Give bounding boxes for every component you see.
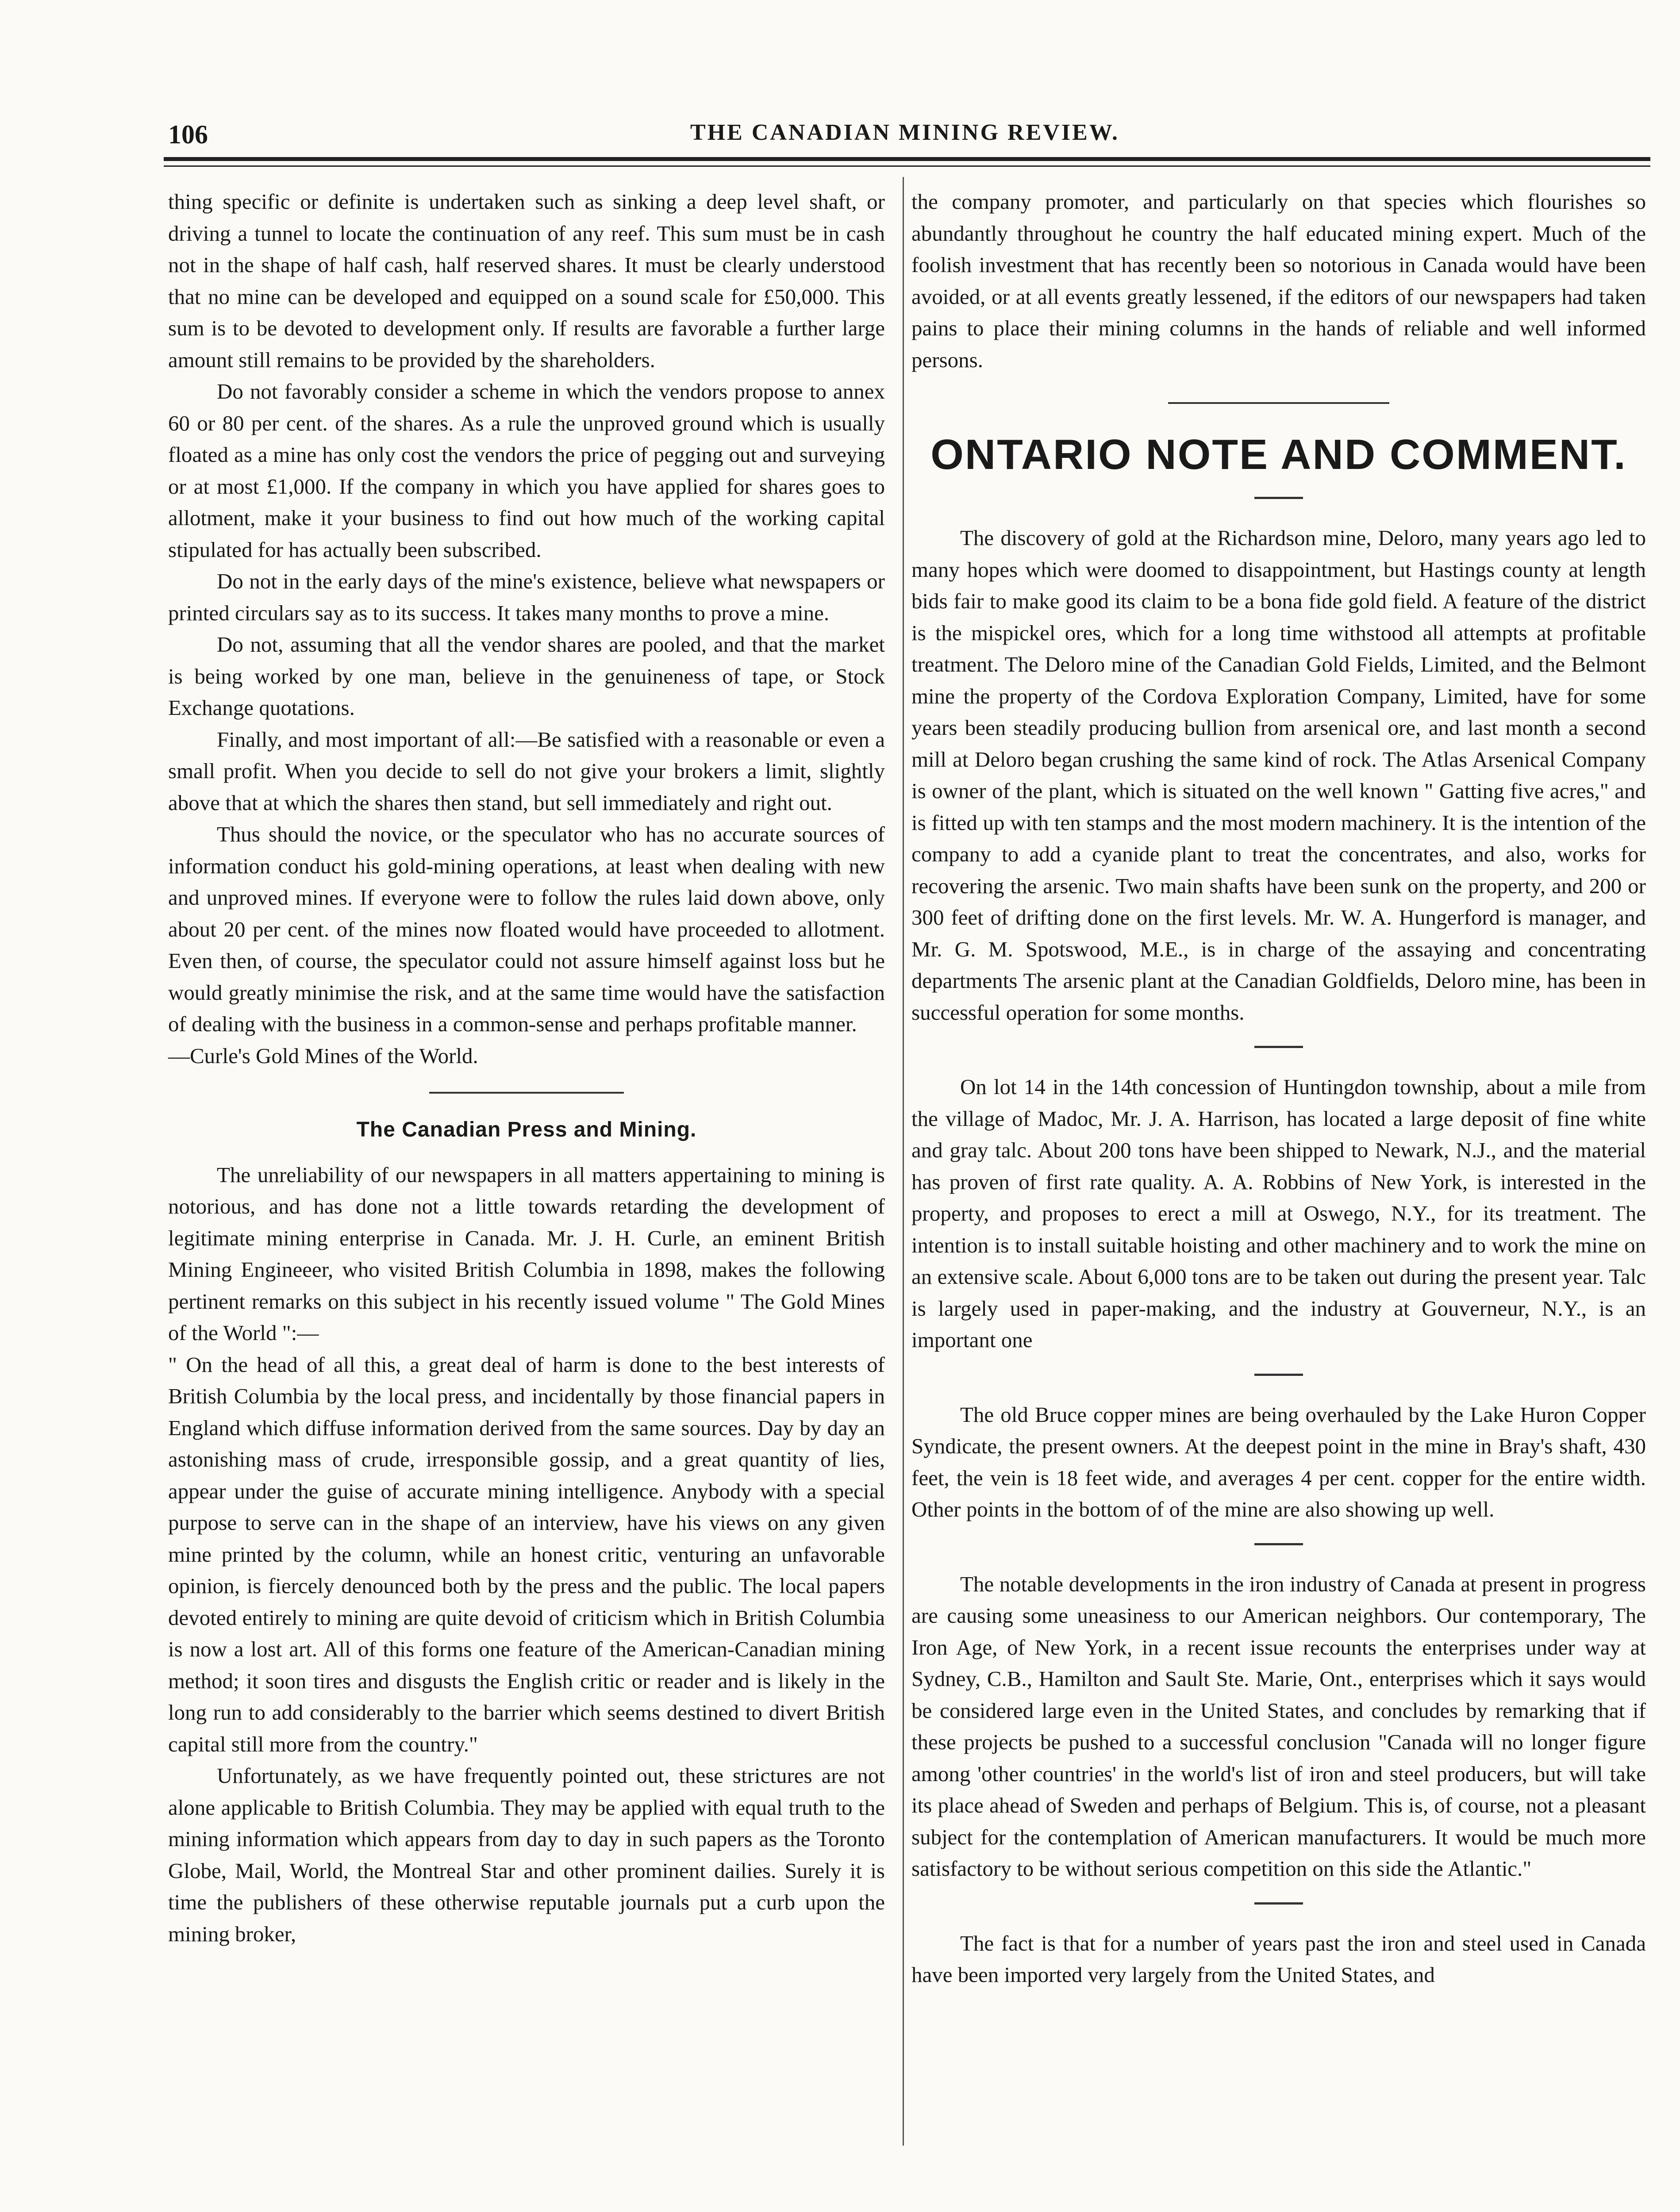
paragraph: the company promoter, and particularly on that species which flourishes so abundantly throughout he country the half educated mining expert. Much of the foolish investment that has recently been so notorious in Canada would have been avoided, or at all events greatly lessened, if the editors of our newspapers had taken pains to place their mining columns in the hands of reliable and well informed persons. bbox=[911, 189, 1646, 372]
paragraph: The notable developments in the iron industry of Canada at present in progress are causing some uneasiness to our American neighbors. Our contemporary, The Iron Age, of New York, in a recent issue recounts the enterprises under way at Sydney, C.B., Hamilton and Sault Ste. Marie, Ont., enterprises which it says would be considered large even in the United States, and concludes by remarking that if these projects be pushed to a successful conclusion "Canada will no longer figure among 'other countries' in the world's list of iron and steel producers, but will take its place ahead of Sweden and perhaps of Belgium. This is, of course, not a pleasant subject for the contemplation of American manufacturers. It would be much more satisfactory to be without serious competition on this side the Atlantic." bbox=[911, 1571, 1646, 1881]
section-separator bbox=[1168, 402, 1389, 404]
running-head: THE CANADIAN MINING REVIEW. bbox=[690, 120, 1119, 145]
header-rule-thick bbox=[164, 157, 1650, 161]
header-rule-thin bbox=[164, 165, 1650, 167]
paragraph: Thus should the novice, or the speculator who has no accurate sources of information conduct his gold-mining operations, at least when dealing with new and unproved mines. If everyone were to follow the rules laid down above, only about 20 per cent. of the mines now floated would have proceeded to allotment. Even then, of course, the speculator could not assure himself against loss but he would greatly minimise the risk, and at the same time would have the satisfaction of dealing with the business in a common-sense and perhaps profitable manner. bbox=[168, 822, 885, 1036]
press-heading: The Canadian Press and Mining. bbox=[356, 1118, 697, 1141]
page-header bbox=[168, 119, 1642, 159]
paragraph: Do not, assuming that all the vendor shares are pooled, and that the market is being worked by one man, believe in the genuineness of tape, or Stock Exchange quotations. bbox=[168, 632, 885, 720]
item-separator bbox=[1254, 1374, 1303, 1376]
paragraph: thing specific or definite is undertaken such as sinking a deep level shaft, or driving a tunnel to locate the continuation of any reef. This sum must be in cash not in the shape of half cash, half reserved shares. It must be clearly understood that no mine can be developed and equipped on a sound scale for £50,000. This sum is to be devoted to development only. If results are favorable a further large amount still remains to be provided by the shareholders. bbox=[168, 189, 885, 372]
item-separator bbox=[1254, 1543, 1303, 1545]
paragraph: Do not in the early days of the mine's existence, believe what newspapers or printed circulars say as to its success. It takes many months to prove a mine. bbox=[168, 569, 885, 625]
attribution: —Curle's Gold Mines of the World. bbox=[168, 1043, 478, 1068]
section-title: ONTARIO NOTE AND COMMENT. bbox=[930, 431, 1627, 478]
item-separator bbox=[1254, 1046, 1303, 1048]
page-number: 106 bbox=[168, 120, 208, 149]
paragraph: The old Bruce copper mines are being overhauled by the Lake Huron Copper Syndicate, the present owners. At the deepest point in the mine in Bray's shaft, 430 feet, the vein is 18 feet wide, and averages 4 per cent. copper for the entire width. Other points in the bottom of of the mine are also showing up well. bbox=[911, 1402, 1646, 1521]
paragraph: The fact is that for a number of years past the iron and steel used in Canada have been imported very largely from the United States, and bbox=[911, 1931, 1646, 1987]
quotation: " On the head of all this, a great deal of harm is done to the best interests of British Columbia by the local press, and incidentally by those financial papers in England which diffuse information derived from the same sources. Day by day an astonishing mass of crude, irresponsible gossip, and a great quantity of lies, appear under the guise of accurate mining intelligence. Anybody with a special purpose to serve can in the shape of an interview, have his views on any given mine printed by the column, while an honest critic, venturing an unfavorable opinion, is fiercely denounced both by the press and the public. The local papers devoted entirely to mining are quite devoid of criticism which in British Columbia is now a lost art. All of this forms one feature of the American-Canadian mining method; it soon tires and disgusts the English critic or reader and is likely in the long run to add considerably to the barrier which seems destined to divert British capital still more from the country." bbox=[168, 1352, 885, 1756]
paragraph: Finally, and most important of all:—Be satisfied with a reasonable or even a small profit. When you decide to sell do not give your brokers a limit, slightly above that at which the shares then stand, but sell immediately and right out. bbox=[168, 727, 885, 815]
item-separator bbox=[1254, 1902, 1303, 1905]
paragraph: The unreliability of our newspapers in all matters appertaining to mining is notorious, and has done not a little towards retarding the development of legitimate mining enterprise in Canada. Mr. J. H. Curle, an eminent British Mining Engineeer, who visited British Columbia in 1898, makes the following pertinent remarks on this subject in his recently issued volume " The Gold Mines of the World ":— bbox=[168, 1162, 885, 1345]
paragraph: Unfortunately, as we have frequently pointed out, these strictures are not alone applicable to British Columbia. They may be applied with equal truth to the mining information which appears from day to day in such papers as the Toronto Globe, Mail, World, the Montreal Star and other prominent dailies. Surely it is time the publishers of these otherwise reputable journals put a curb upon the mining broker, bbox=[168, 1763, 885, 1946]
paragraph: Do not favorably consider a scheme in which the vendors propose to annex 60 or 80 per cent. of the shares. As a rule the unproved ground which is usually floated as a mine has only cost the vendors the price of pegging out and surveying or at most £1,000. If the company in which you have applied for shares goes to allotment, make it your business to find out how much of the working capital stipulated for has actually been subscribed. bbox=[168, 379, 885, 562]
title-dash bbox=[1254, 497, 1303, 499]
right-column bbox=[911, 186, 1646, 1991]
column-divider bbox=[903, 177, 904, 2146]
paragraph: On lot 14 in the 14th concession of Huntingdon township, about a mile from the village of Madoc, Mr. J. A. Harrison, has located a large deposit of fine white and gray talc. About 200 tons have been shipped to Newark, N.J., and the material has proven of first rate quality. A. A. Robbins of New York, is interested in the property, and proposes to erect a mill at Oswego, N.Y., for its treatment. The intention is to install suitable hoisting and other machinery and to work the mine on an extensive scale. About 6,000 tons are to be taken out during the present year. Talc is largely used in paper-making, and the industry at Gouverneur, N.Y., is an important one bbox=[911, 1075, 1646, 1352]
left-column bbox=[168, 186, 885, 1950]
paragraph: The discovery of gold at the Richardson mine, Deloro, many years ago led to many hopes which were doomed to disappointment, but Hastings county at length bids fair to make good its claim to be a bona fide gold field. A feature of the district is the mispickel ores, which for a long time withstood all attempts at profitable treatment. The Deloro mine of the Canadian Gold Fields, Limited, and the Belmont mine the property of the Cordova Exploration Company, Limited, have for some years been steadily producing bullion from arsenical ore, and last month a second mill at Deloro began crushing the same kind of rock. The Atlas Arsenical Company is owner of the plant, which is situated on the well known " Gatting five acres," and is fitted up with ten stamps and the most modern machinery. It is the intention of the company to add a cyanide plant to treat the concentrates, and also, works for recovering the arsenic. Two main shafts have been sunk on the property, and 200 or 300 feet of drifting done on the first levels. Mr. W. A. Hungerford is manager, and Mr. G. M. Spotswood, M.E., is in charge of the assaying and concentrating departments The arsenic plant at the Canadian Goldfields, Deloro mine, has been in successful operation for some months. bbox=[911, 526, 1646, 1025]
section-separator bbox=[429, 1092, 624, 1094]
